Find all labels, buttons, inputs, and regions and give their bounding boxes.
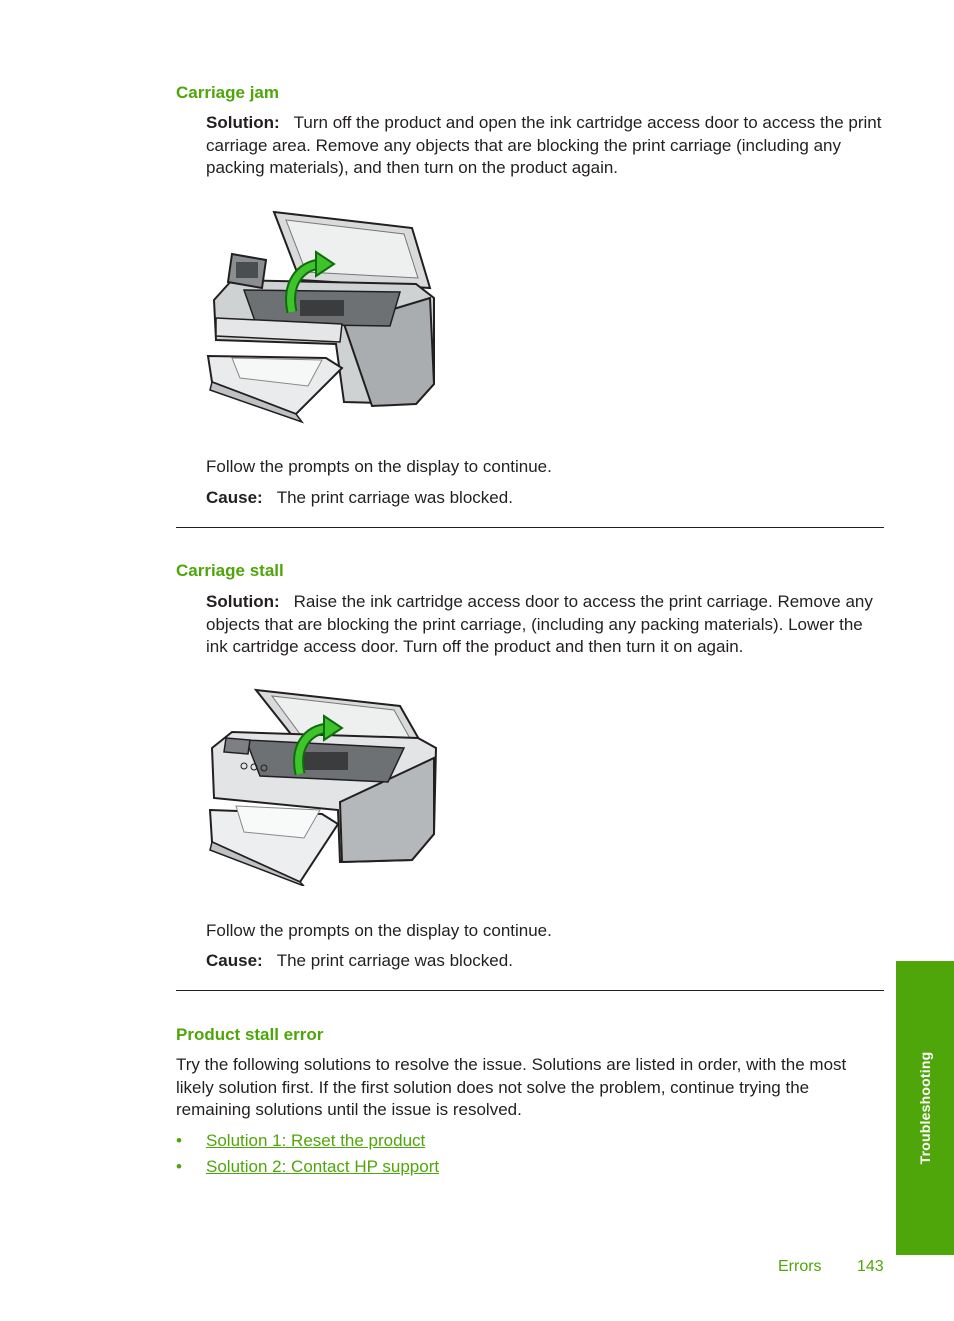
solution-1-link[interactable]: Solution 1: Reset the product [206, 1131, 426, 1150]
section-divider [176, 990, 884, 991]
solution-text: Raise the ink cartridge access door to access the print carriage. Remove any objects that are blocking the print carriage, (including any packing materials). Lower the ink cartridge access door. Turn off the product and then turn it on again. [206, 592, 873, 656]
list-item [176, 1130, 426, 1153]
troubleshooting-tab [896, 961, 954, 1255]
follow-prompts-text: Follow the prompts on the display to continue. [206, 457, 552, 476]
cause-paragraph [206, 950, 513, 973]
cause-label: Cause: [206, 951, 263, 970]
printer-open-door-illustration [204, 208, 440, 424]
solution-label: Solution: [206, 113, 280, 132]
solution-paragraph [206, 591, 888, 659]
section-heading-product-stall-error: Product stall error [176, 1025, 324, 1044]
intro-paragraph: Try the following solutions to resolve the issue. Solutions are listed in order, with the most likely solution first. If the first solution does not solve the problem, continue trying the remaining solutions until the issue is resolved. [176, 1055, 847, 1119]
section-heading-carriage-stall: Carriage stall [176, 561, 284, 580]
page-number: 143 [857, 1258, 884, 1275]
troubleshooting-tab-label: Troubleshooting [917, 1051, 933, 1165]
solution-2-link[interactable]: Solution 2: Contact HP support [206, 1157, 440, 1176]
solution-text: Turn off the product and open the ink cartridge access door to access the print carriage area. Remove any objects that are blocking the print carriage (including any packing materials), and then turn on the product again. [206, 113, 882, 177]
cause-paragraph [206, 487, 513, 510]
footer-section-name: Errors [778, 1258, 822, 1275]
solution-paragraph [206, 112, 888, 180]
follow-prompts-text: Follow the prompts on the display to continue. [206, 921, 552, 940]
section-divider [176, 527, 884, 528]
cause-text: The print carriage was blocked. [276, 951, 513, 970]
list-item [176, 1156, 440, 1179]
bullet-icon: • [176, 1131, 182, 1150]
cause-label: Cause: [206, 488, 263, 507]
solution-label: Solution: [206, 592, 280, 611]
section-heading-carriage-jam: Carriage jam [176, 83, 279, 102]
bullet-icon: • [176, 1157, 182, 1176]
cause-text: The print carriage was blocked. [276, 488, 513, 507]
printer-raised-door-illustration [204, 686, 440, 886]
